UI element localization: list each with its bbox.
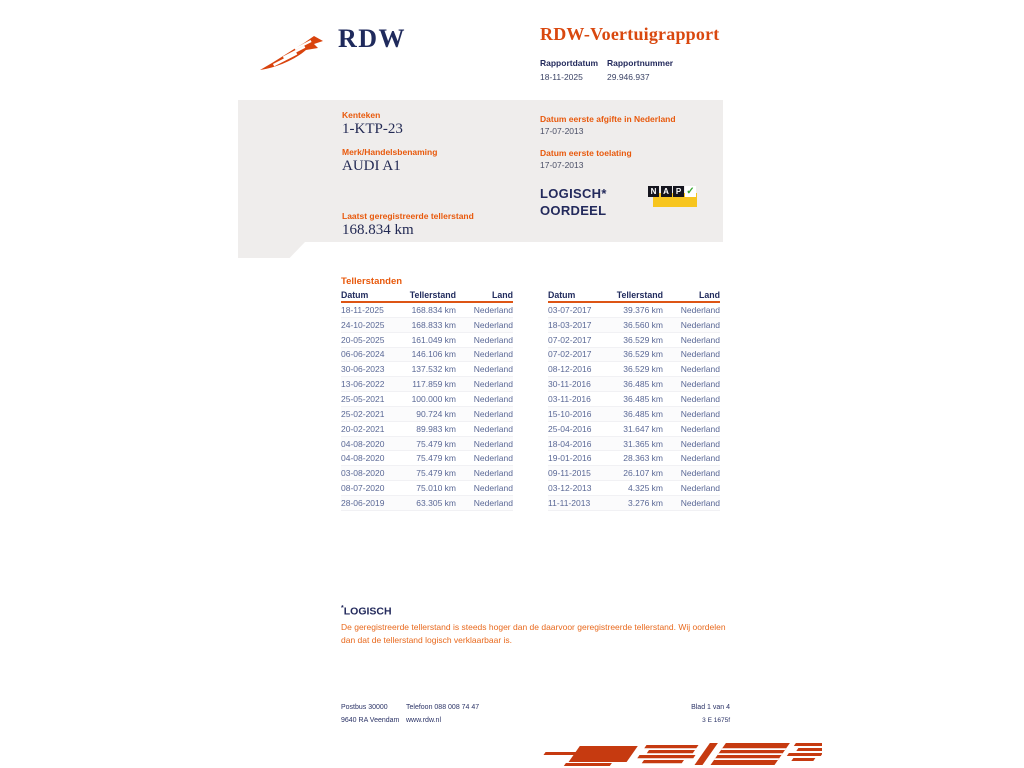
cell-tellerstand: 36.529 km bbox=[623, 334, 663, 345]
cell-datum: 30-11-2016 bbox=[548, 379, 591, 390]
cell-land: Nederland bbox=[473, 408, 513, 419]
kenteken-label: Kenteken bbox=[342, 110, 381, 120]
cell-datum: 11-11-2013 bbox=[548, 497, 591, 508]
cell-datum: 03-07-2017 bbox=[548, 304, 592, 315]
vehicle-summary-box bbox=[238, 100, 723, 242]
rdw-bird-icon bbox=[256, 28, 332, 74]
cell-datum: 20-02-2021 bbox=[341, 423, 385, 434]
cell-land: Nederland bbox=[680, 468, 720, 479]
cell-datum: 04-08-2020 bbox=[341, 438, 385, 449]
tellerstanden-heading: Tellerstanden bbox=[341, 276, 403, 287]
report-title-block bbox=[540, 24, 800, 82]
tellerstand-label: Laatst geregistreerde tellerstand bbox=[342, 211, 474, 221]
afgifte-label: Datum eerste afgifte in Nederland bbox=[540, 114, 676, 124]
footer-website-link[interactable]: www.rdw.nl bbox=[406, 717, 442, 724]
odometer-tables bbox=[341, 289, 720, 511]
cell-tellerstand: 100.000 km bbox=[411, 393, 456, 404]
report-date-col bbox=[540, 58, 607, 82]
nap-letter-n: N bbox=[648, 186, 659, 197]
table-row bbox=[548, 422, 720, 437]
report-meta bbox=[540, 58, 800, 82]
cell-tellerstand: 26.107 km bbox=[623, 468, 663, 479]
rdw-logo bbox=[256, 24, 407, 72]
toelating-label: Datum eerste toelating bbox=[540, 148, 632, 158]
afgifte-value: 17-07-2013 bbox=[540, 126, 584, 136]
table-body-left bbox=[341, 303, 513, 511]
cell-tellerstand: 36.485 km bbox=[623, 379, 663, 390]
cell-land: Nederland bbox=[473, 393, 513, 404]
cell-land: Nederland bbox=[473, 497, 513, 508]
cell-tellerstand: 36.485 km bbox=[623, 408, 663, 419]
cell-land: Nederland bbox=[680, 483, 720, 494]
verdict-heading bbox=[341, 605, 392, 618]
page-footer bbox=[341, 701, 730, 727]
col-header-tellerstand: Tellerstand bbox=[409, 290, 456, 300]
table-row bbox=[341, 437, 513, 452]
table-header bbox=[548, 289, 720, 303]
cell-datum: 19-01-2016 bbox=[548, 453, 592, 464]
cell-tellerstand: 75.479 km bbox=[416, 468, 456, 479]
cell-tellerstand: 31.365 km bbox=[623, 438, 663, 449]
odometer-table-left bbox=[341, 289, 513, 511]
table-row bbox=[341, 466, 513, 481]
oordeel-line1: LOGISCH* bbox=[540, 186, 607, 201]
nap-logo bbox=[648, 186, 698, 211]
table-row bbox=[548, 362, 720, 377]
nap-letter-a: A bbox=[661, 186, 672, 197]
cell-tellerstand: 36.485 km bbox=[623, 393, 663, 404]
kenteken-value: 1-KTP-23 bbox=[342, 121, 403, 137]
cell-datum: 18-03-2017 bbox=[548, 319, 592, 330]
cell-datum: 03-08-2020 bbox=[341, 468, 385, 479]
nap-letter-p: P bbox=[673, 186, 684, 197]
verdict-asterisk: * bbox=[341, 605, 344, 612]
cell-land: Nederland bbox=[680, 453, 720, 464]
cell-datum: 18-11-2025 bbox=[341, 304, 384, 315]
table-row bbox=[548, 392, 720, 407]
cell-datum: 03-12-2013 bbox=[548, 483, 592, 494]
table-row bbox=[548, 333, 720, 348]
nap-check-icon: ✓ bbox=[686, 186, 695, 197]
col-header-tellerstand: Tellerstand bbox=[616, 290, 663, 300]
cell-tellerstand: 4.325 km bbox=[628, 483, 663, 494]
cell-datum: 15-10-2016 bbox=[548, 408, 592, 419]
cell-tellerstand: 168.833 km bbox=[411, 319, 456, 330]
cell-tellerstand: 28.363 km bbox=[623, 453, 663, 464]
table-row bbox=[341, 496, 513, 511]
table-row bbox=[548, 407, 720, 422]
cell-tellerstand: 90.724 km bbox=[416, 408, 456, 419]
verdict-heading-text: LOGISCH bbox=[343, 605, 392, 618]
cell-land: Nederland bbox=[473, 438, 513, 449]
cell-land: Nederland bbox=[680, 319, 720, 330]
merk-label: Merk/Handelsbenaming bbox=[342, 147, 438, 157]
tellerstand-value: 168.834 km bbox=[342, 222, 414, 238]
cell-tellerstand: 63.305 km bbox=[416, 497, 456, 508]
cell-land: Nederland bbox=[473, 483, 513, 494]
table-row bbox=[341, 392, 513, 407]
merk-value: AUDI A1 bbox=[342, 158, 401, 174]
report-number-label: Rapportnummer bbox=[607, 58, 674, 68]
verdict-explanation: De geregistreerde tellerstand is steeds hoger dan de daarvoor geregistreerde tellerstand. Wij oordelen dan dat de tellerstand logisch verklaarbaar is. bbox=[341, 622, 726, 645]
cell-tellerstand: 36.529 km bbox=[623, 349, 663, 360]
table-row bbox=[548, 451, 720, 466]
rdw-stripes-decoration bbox=[528, 740, 822, 768]
cell-tellerstand: 3.276 km bbox=[628, 497, 663, 508]
table-row bbox=[341, 481, 513, 496]
cell-datum: 09-11-2015 bbox=[548, 468, 591, 479]
footer-doc-code: 3 E 1675f bbox=[702, 717, 730, 724]
table-row bbox=[548, 377, 720, 392]
cell-tellerstand: 117.859 km bbox=[412, 379, 456, 390]
cell-datum: 07-02-2017 bbox=[548, 334, 592, 345]
cell-land: Nederland bbox=[473, 304, 513, 315]
rdw-logo-text: RDW bbox=[338, 24, 407, 53]
cell-tellerstand: 75.479 km bbox=[416, 438, 456, 449]
summary-box-tail bbox=[238, 242, 305, 258]
cell-tellerstand: 146.106 km bbox=[411, 349, 456, 360]
table-row bbox=[548, 303, 720, 318]
table-row bbox=[341, 333, 513, 348]
cell-tellerstand: 137.532 km bbox=[411, 364, 456, 375]
cell-datum: 08-07-2020 bbox=[341, 483, 385, 494]
table-row bbox=[341, 318, 513, 333]
cell-land: Nederland bbox=[680, 379, 720, 390]
oordeel-verdict bbox=[540, 185, 607, 219]
cell-tellerstand: 75.479 km bbox=[416, 453, 456, 464]
footer-page-number: Blad 1 van 4 bbox=[691, 704, 730, 711]
cell-land: Nederland bbox=[473, 319, 513, 330]
cell-tellerstand: 31.647 km bbox=[623, 423, 663, 434]
cell-datum: 18-04-2016 bbox=[548, 438, 592, 449]
cell-datum: 25-02-2021 bbox=[341, 408, 385, 419]
cell-tellerstand: 75.010 km bbox=[416, 483, 456, 494]
table-row bbox=[548, 318, 720, 333]
page-title: RDW-Voertuigrapport bbox=[540, 24, 720, 44]
cell-tellerstand: 161.049 km bbox=[411, 334, 456, 345]
table-row bbox=[548, 466, 720, 481]
report-number-col bbox=[607, 58, 673, 82]
cell-land: Nederland bbox=[680, 334, 720, 345]
cell-datum: 28-06-2019 bbox=[341, 497, 385, 508]
cell-land: Nederland bbox=[680, 393, 720, 404]
cell-land: Nederland bbox=[680, 408, 720, 419]
odometer-table-right bbox=[548, 289, 720, 511]
table-row bbox=[341, 348, 513, 363]
table-row bbox=[341, 422, 513, 437]
cell-tellerstand: 36.529 km bbox=[623, 364, 663, 375]
cell-datum: 25-04-2016 bbox=[548, 423, 592, 434]
cell-datum: 07-02-2017 bbox=[548, 349, 592, 360]
cell-datum: 13-06-2022 bbox=[341, 379, 385, 390]
cell-datum: 24-10-2025 bbox=[341, 319, 385, 330]
table-row bbox=[341, 362, 513, 377]
table-row bbox=[341, 377, 513, 392]
footer-page-info bbox=[691, 701, 730, 727]
table-row bbox=[341, 451, 513, 466]
table-header bbox=[341, 289, 513, 303]
footer-address-line2: 9640 RA Veendam bbox=[341, 717, 400, 724]
cell-tellerstand: 168.834 km bbox=[411, 304, 456, 315]
col-header-land: Land bbox=[491, 290, 513, 300]
footer-address-line1: Postbus 30000 bbox=[341, 704, 388, 711]
cell-tellerstand: 89.983 km bbox=[416, 423, 456, 434]
col-header-land: Land bbox=[698, 290, 720, 300]
col-header-datum: Datum bbox=[548, 290, 576, 300]
footer-address bbox=[341, 701, 406, 727]
cell-land: Nederland bbox=[473, 349, 513, 360]
cell-tellerstand: 39.376 km bbox=[623, 304, 663, 315]
cell-datum: 20-05-2025 bbox=[341, 334, 385, 345]
cell-land: Nederland bbox=[680, 349, 720, 360]
table-row bbox=[341, 407, 513, 422]
cell-land: Nederland bbox=[680, 438, 720, 449]
footer-contact bbox=[406, 701, 691, 727]
cell-land: Nederland bbox=[473, 364, 513, 375]
footer-phone: Telefoon 088 008 74 47 bbox=[406, 704, 480, 711]
cell-datum: 06-06-2024 bbox=[341, 349, 385, 360]
report-number-value: 29.946.937 bbox=[607, 72, 650, 82]
cell-datum: 08-12-2016 bbox=[548, 364, 592, 375]
cell-land: Nederland bbox=[680, 423, 720, 434]
table-row bbox=[548, 481, 720, 496]
table-row bbox=[548, 348, 720, 363]
cell-land: Nederland bbox=[680, 364, 720, 375]
cell-land: Nederland bbox=[473, 423, 513, 434]
col-header-datum: Datum bbox=[341, 290, 369, 300]
oordeel-line2: OORDEEL bbox=[540, 203, 607, 218]
cell-land: Nederland bbox=[680, 304, 720, 315]
report-date-label: Rapportdatum bbox=[540, 58, 599, 68]
cell-tellerstand: 36.560 km bbox=[623, 319, 663, 330]
table-row bbox=[341, 303, 513, 318]
cell-datum: 03-11-2016 bbox=[548, 393, 591, 404]
cell-datum: 30-06-2023 bbox=[341, 364, 385, 375]
table-row bbox=[548, 437, 720, 452]
cell-land: Nederland bbox=[473, 468, 513, 479]
cell-datum: 04-08-2020 bbox=[341, 453, 385, 464]
table-row bbox=[548, 496, 720, 511]
cell-land: Nederland bbox=[473, 379, 513, 390]
cell-land: Nederland bbox=[473, 334, 513, 345]
report-date-value: 18-11-2025 bbox=[540, 72, 583, 82]
cell-datum: 25-05-2021 bbox=[341, 393, 385, 404]
table-body-right bbox=[548, 303, 720, 511]
toelating-value: 17-07-2013 bbox=[540, 160, 584, 170]
cell-land: Nederland bbox=[680, 497, 720, 508]
cell-land: Nederland bbox=[473, 453, 513, 464]
